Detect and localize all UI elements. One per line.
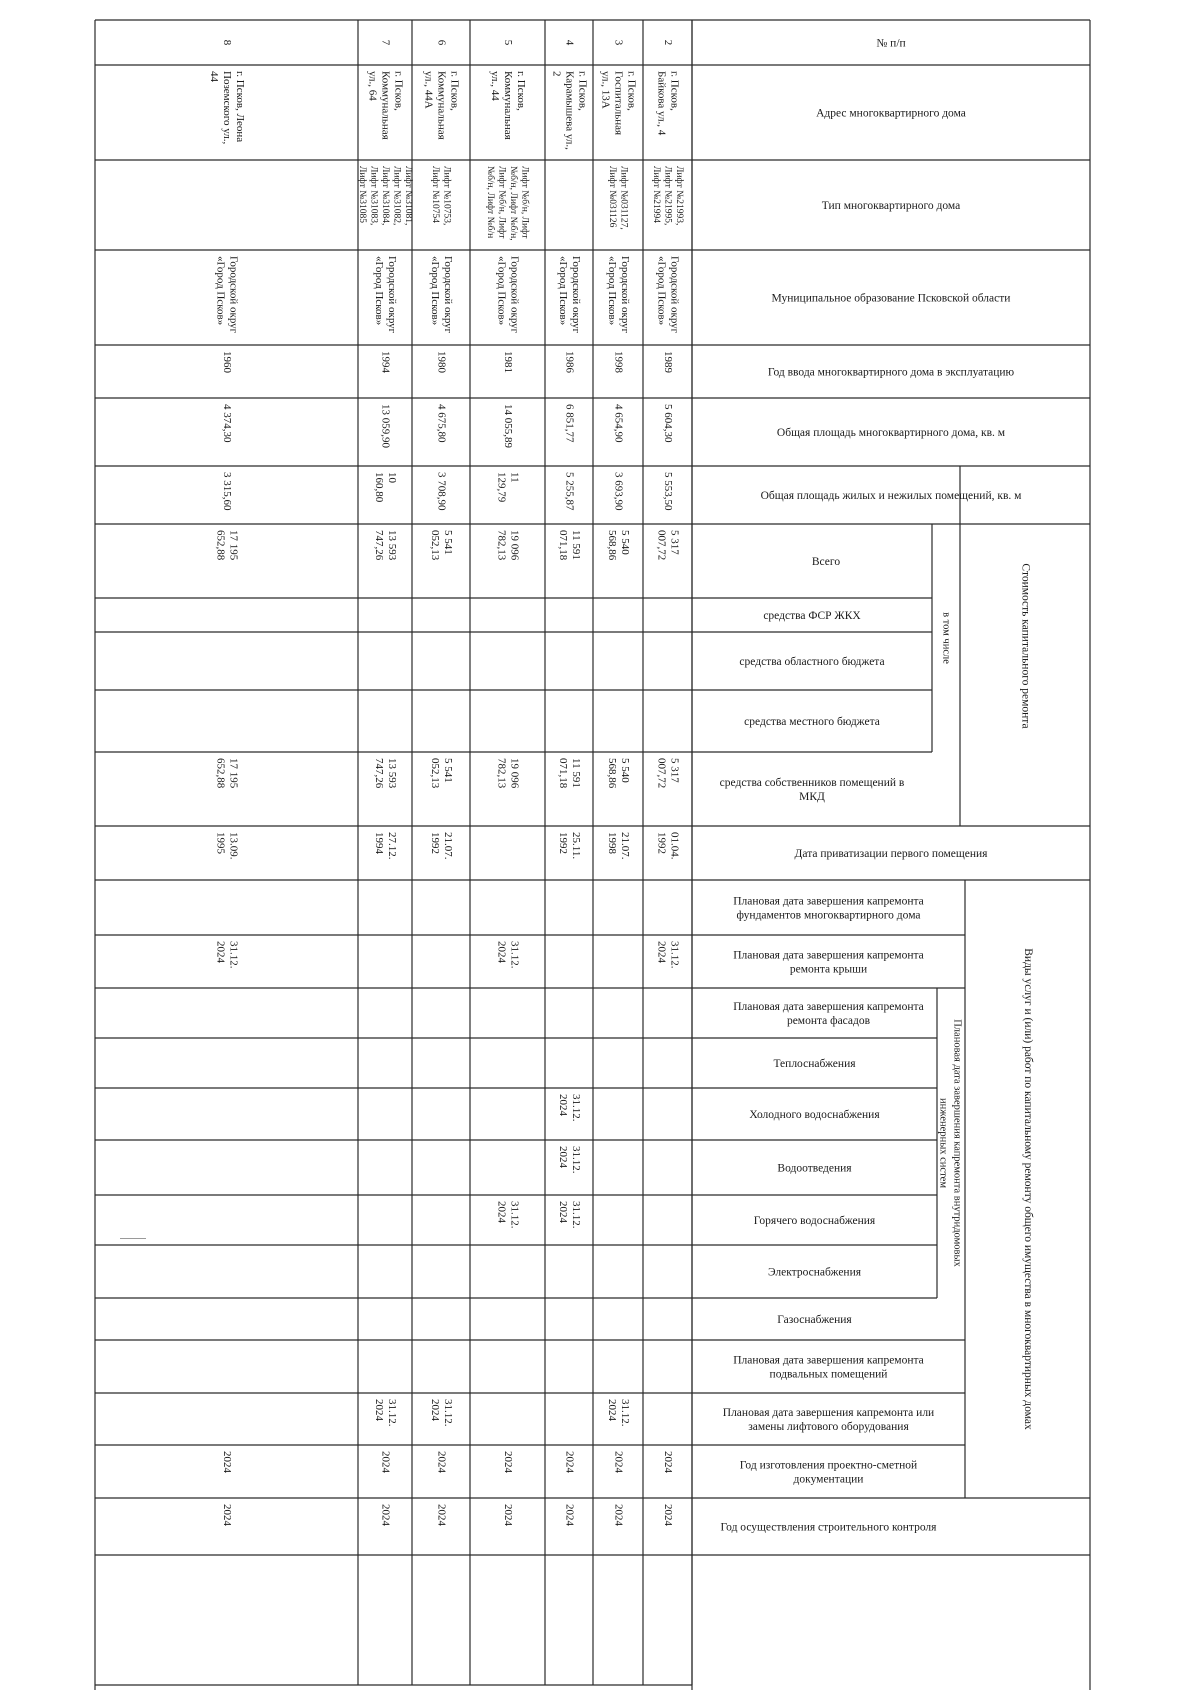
column-header: Год изготовления проектно-сметной — [739, 1459, 918, 1472]
cell-type: Лифт №б/н, Лифт — [496, 166, 507, 239]
cell-premises_area: 5 553,50 — [661, 472, 674, 511]
cell-psd: 2024 — [612, 1451, 625, 1473]
cell-type: Лифт №10753, — [441, 166, 452, 226]
cell-total: 747,26 — [372, 530, 385, 561]
column-header: Год ввода многоквартирного дома в эксплуатацию — [767, 366, 1015, 379]
cell-owners: 071,18 — [556, 758, 569, 789]
cell-psd: 2024 — [501, 1451, 514, 1473]
cell-address: ул., 44А — [422, 71, 435, 109]
cell-owners: 052,13 — [428, 758, 441, 789]
cell-type: Лифт №21995, — [662, 166, 673, 226]
cell-lift: 2024 — [372, 1399, 385, 1421]
cell-type: Лифт №31082, — [391, 166, 402, 226]
column-header: Горячего водоснабжения — [753, 1215, 876, 1227]
cell-privatization: 01.04. — [668, 832, 681, 860]
column-header: Общая площадь жилых и нежилых помещений, кв. м — [760, 490, 1022, 502]
cell-type: Лифт №б/н, Лифт — [519, 166, 530, 239]
cell-type: Лифт №21993, — [673, 166, 684, 226]
cell-address: г. Псков, — [625, 71, 638, 111]
cell-premises_area: 3 708,90 — [435, 472, 448, 511]
cell-premises_area: 10 — [385, 472, 398, 483]
cell-owners: 782,13 — [495, 758, 508, 789]
cell-type: Лифт №10754 — [430, 166, 441, 224]
cell-control: 2024 — [661, 1504, 674, 1526]
cell-municipality: «Город Псков» — [372, 256, 385, 326]
column-header: Адрес многоквартирного дома — [816, 107, 966, 120]
cell-n: 8 — [220, 39, 233, 46]
column-header: Плановая дата завершения капремонта — [733, 895, 924, 908]
cell-year: 1980 — [435, 351, 448, 373]
cell-total: 5 317 — [668, 530, 681, 555]
cell-n: 6 — [435, 39, 448, 46]
cell-address: Байкова ул., 4 — [655, 71, 668, 136]
cell-psd: 2024 — [563, 1451, 576, 1473]
cell-total: 652,88 — [214, 530, 227, 561]
cell-privatization: 1995 — [214, 832, 227, 854]
cell-owners: 652,88 — [214, 758, 227, 789]
cell-municipality: «Город Псков» — [428, 256, 441, 326]
cell-lift: 31.12. — [385, 1399, 398, 1427]
cell-lift: 31.12. — [618, 1399, 631, 1427]
cell-municipality: Городской округ — [227, 256, 240, 334]
column-header: Тип многоквартирного дома — [821, 200, 961, 212]
cell-type: Лифт №031127, — [618, 166, 629, 230]
column-header: Муниципальное образование Псковской области — [771, 292, 1011, 305]
cell-privatization: 13.09. — [227, 832, 240, 860]
cell-type: №б/н, Лифт №б/н, — [508, 166, 519, 241]
cell-owners: 11 591 — [569, 758, 582, 788]
cell-owners: 5 317 — [668, 758, 681, 783]
cell-municipality: Городской округ — [441, 256, 454, 334]
cell-control: 2024 — [435, 1504, 448, 1526]
cell-control: 2024 — [612, 1504, 625, 1526]
cell-n: 2 — [661, 39, 674, 46]
cell-municipality: Городской округ — [508, 256, 521, 334]
cell-n: 5 — [501, 39, 514, 46]
column-header: средства областного бюджета — [739, 656, 885, 668]
cell-total_area: 14 055,89 — [501, 404, 514, 448]
cell-address: Коммунальная — [379, 71, 392, 140]
cell-n: 7 — [379, 39, 392, 46]
cell-address: г. Псков, — [392, 71, 405, 111]
cell-roof: 31.12. — [227, 941, 240, 969]
cell-premises_area: 3 315,60 — [220, 472, 233, 511]
cell-year: 1960 — [220, 351, 233, 373]
column-header: ремонта фасадов — [786, 1015, 871, 1027]
cell-address: Коммунальная — [435, 71, 448, 140]
cell-owners: 007,72 — [655, 758, 668, 789]
cell-sewer: 31.12. — [569, 1146, 582, 1174]
column-header: МКД — [799, 791, 825, 803]
cell-total: 19 096 — [508, 530, 521, 561]
column-header: Общая площадь многоквартирного дома, кв. м — [776, 427, 1006, 439]
cell-address: ул., 13А — [599, 71, 612, 109]
cell-type: Лифт №31083, — [368, 166, 379, 226]
cell-privatization: 21.07. — [441, 832, 454, 860]
cell-privatization: 1992 — [428, 832, 441, 854]
cell-roof: 31.12. — [508, 941, 521, 969]
column-header: средства собственников помещений в — [719, 777, 905, 789]
cell-municipality: «Город Псков» — [495, 256, 508, 326]
cell-type: Лифт №31085 — [356, 166, 367, 224]
cell-privatization: 1998 — [605, 832, 618, 854]
cell-year: 1989 — [661, 351, 674, 373]
cell-psd: 2024 — [220, 1451, 233, 1473]
cell-privatization: 1994 — [372, 832, 385, 854]
cell-roof: 31.12. — [668, 941, 681, 969]
cell-control: 2024 — [501, 1504, 514, 1526]
cell-total: 071,18 — [556, 530, 569, 561]
column-header: Теплоснабжения — [773, 1058, 856, 1070]
cell-lift: 2024 — [428, 1399, 441, 1421]
cell-lift: 2024 — [605, 1399, 618, 1421]
cell-total: 11 591 — [569, 530, 582, 560]
column-header: средства ФСР ЖКХ — [763, 610, 861, 622]
cell-year: 1981 — [501, 351, 514, 373]
cell-roof: 2024 — [214, 941, 227, 963]
cell-address: Поземского ул., — [220, 71, 233, 145]
cell-type: №б/н, Лифт №б/н — [485, 166, 496, 239]
cell-privatization: 27.12. — [385, 832, 398, 860]
cell-owners: 19 096 — [508, 758, 521, 789]
cell-psd: 2024 — [661, 1451, 674, 1473]
cell-roof: 2024 — [495, 941, 508, 963]
column-header: № п/п — [876, 37, 906, 50]
column-header: Плановая дата завершения капремонта — [733, 949, 924, 962]
cell-n: 4 — [563, 39, 576, 46]
cell-total_area: 6 851,77 — [563, 404, 576, 443]
scan-mark — [120, 1238, 146, 1239]
cell-total_area: 4 374,30 — [220, 404, 233, 443]
cell-owners: 5 540 — [618, 758, 631, 783]
cell-address: г. Псков, — [668, 71, 681, 111]
cell-municipality: «Город Псков» — [655, 256, 668, 326]
cell-control: 2024 — [379, 1504, 392, 1526]
cell-address: 2 — [550, 71, 563, 77]
cell-privatization: 1992 — [655, 832, 668, 854]
cell-roof: 2024 — [655, 941, 668, 963]
cell-address: Карамышева ул., — [563, 71, 576, 150]
cell-privatization: 25.11. — [569, 832, 582, 860]
cell-total: 052,13 — [428, 530, 441, 561]
cell-total_area: 4 654,90 — [612, 404, 625, 443]
column-header: Год осуществления строительного контроля — [720, 1521, 937, 1534]
cell-municipality: Городской округ — [385, 256, 398, 334]
cell-hot_water: 2024 — [495, 1201, 508, 1223]
cell-total_area: 13 059,90 — [379, 404, 392, 448]
group-header-engineering: Плановая дата завершения капремонта внутридомовых — [951, 1019, 963, 1267]
cell-address: Госпитальная — [612, 71, 625, 136]
cell-psd: 2024 — [379, 1451, 392, 1473]
cell-n: 3 — [612, 39, 625, 46]
cell-control: 2024 — [220, 1504, 233, 1526]
cell-total: 007,72 — [655, 530, 668, 561]
cell-address: Коммунальная — [501, 71, 514, 140]
cell-owners: 13 593 — [385, 758, 398, 789]
cell-type: Лифт №21994 — [650, 166, 661, 224]
cell-premises_area: 129,79 — [495, 472, 508, 503]
column-header: Электроснабжения — [767, 1266, 862, 1279]
column-header: замены лифтового оборудования — [748, 1421, 909, 1433]
cell-type: Лифт №31084, — [379, 166, 390, 226]
cell-municipality: Городской округ — [618, 256, 631, 334]
cell-owners: 747,26 — [372, 758, 385, 789]
cell-municipality: «Город Псков» — [605, 256, 618, 326]
cell-total: 5 541 — [441, 530, 454, 555]
column-header: ремонта крыши — [789, 963, 868, 976]
cell-owners: 5 541 — [441, 758, 454, 783]
cell-type: Лифт №31081, — [402, 166, 413, 226]
cell-year: 1994 — [379, 351, 392, 373]
cell-privatization: 1992 — [556, 832, 569, 854]
column-header: документации — [793, 1473, 864, 1486]
cell-address: ул., 44 — [488, 71, 501, 101]
cell-address: ул., 64 — [366, 71, 379, 101]
cell-address: г. Псков, — [514, 71, 527, 111]
column-header: Всего — [811, 556, 841, 568]
cell-owners: 17 195 — [227, 758, 240, 789]
column-header: фундаментов многоквартирного дома — [736, 909, 921, 922]
column-header: Газоснабжения — [777, 1314, 852, 1326]
cell-hot_water: 2024 — [556, 1201, 569, 1223]
cell-address: г. Псков, — [448, 71, 461, 111]
cell-hot_water: 31.12. — [508, 1201, 521, 1229]
cell-premises_area: 3 693,90 — [612, 472, 625, 511]
cell-address: г. Псков, Леона — [233, 71, 246, 143]
group-header-engineering: инженерных систем — [937, 1098, 949, 1188]
column-header: подвальных помещений — [769, 1368, 888, 1381]
cell-total_area: 4 675,80 — [435, 404, 448, 443]
group-header-cost: Стоимость капитального ремонта — [1019, 563, 1032, 729]
cell-municipality: «Город Псков» — [556, 256, 569, 326]
cell-lift: 31.12. — [441, 1399, 454, 1427]
column-header: Водоотведения — [777, 1162, 852, 1175]
cell-total: 568,86 — [605, 530, 618, 561]
column-header: средства местного бюджета — [744, 716, 880, 728]
cell-psd: 2024 — [435, 1451, 448, 1473]
cell-total: 5 540 — [618, 530, 631, 555]
cell-premises_area: 160,80 — [372, 472, 385, 503]
cell-year: 1986 — [563, 351, 576, 373]
cell-total: 13 593 — [385, 530, 398, 561]
cell-total_area: 5 604,30 — [661, 404, 674, 443]
group-header-works: Виды услуг и (или) работ по капитальному ремонту общего имущества в многоквартирных домах — [1021, 948, 1034, 1430]
cell-year: 1998 — [612, 351, 625, 373]
cell-municipality: Городской округ — [569, 256, 582, 334]
column-header: Плановая дата завершения капремонта или — [722, 1407, 935, 1419]
cell-premises_area: 11 — [508, 472, 521, 483]
cell-privatization: 21.07. — [618, 832, 631, 860]
cell-total: 782,13 — [495, 530, 508, 561]
cell-control: 2024 — [563, 1504, 576, 1526]
cell-cold_water: 31.12. — [569, 1094, 582, 1122]
column-header: Плановая дата завершения капремонта — [733, 1354, 924, 1367]
cell-sewer: 2024 — [556, 1146, 569, 1168]
column-header: Плановая дата завершения капремонта — [733, 1001, 924, 1013]
cell-address: 44 — [207, 71, 220, 82]
cell-hot_water: 31.12. — [569, 1201, 582, 1229]
cell-municipality: Городской округ — [668, 256, 681, 334]
cell-address: г. Псков, — [576, 71, 589, 111]
cell-total: 17 195 — [227, 530, 240, 561]
cell-premises_area: 5 255,87 — [563, 472, 576, 511]
cell-owners: 568,86 — [605, 758, 618, 789]
column-header: Холодного водоснабжения — [749, 1109, 880, 1121]
column-header: Дата приватизации первого помещения — [794, 848, 988, 860]
cell-type: Лифт №031126 — [607, 166, 618, 228]
cell-municipality: «Город Псков» — [214, 256, 227, 326]
cell-cold_water: 2024 — [556, 1094, 569, 1116]
group-header-including: в том числе — [940, 612, 952, 664]
